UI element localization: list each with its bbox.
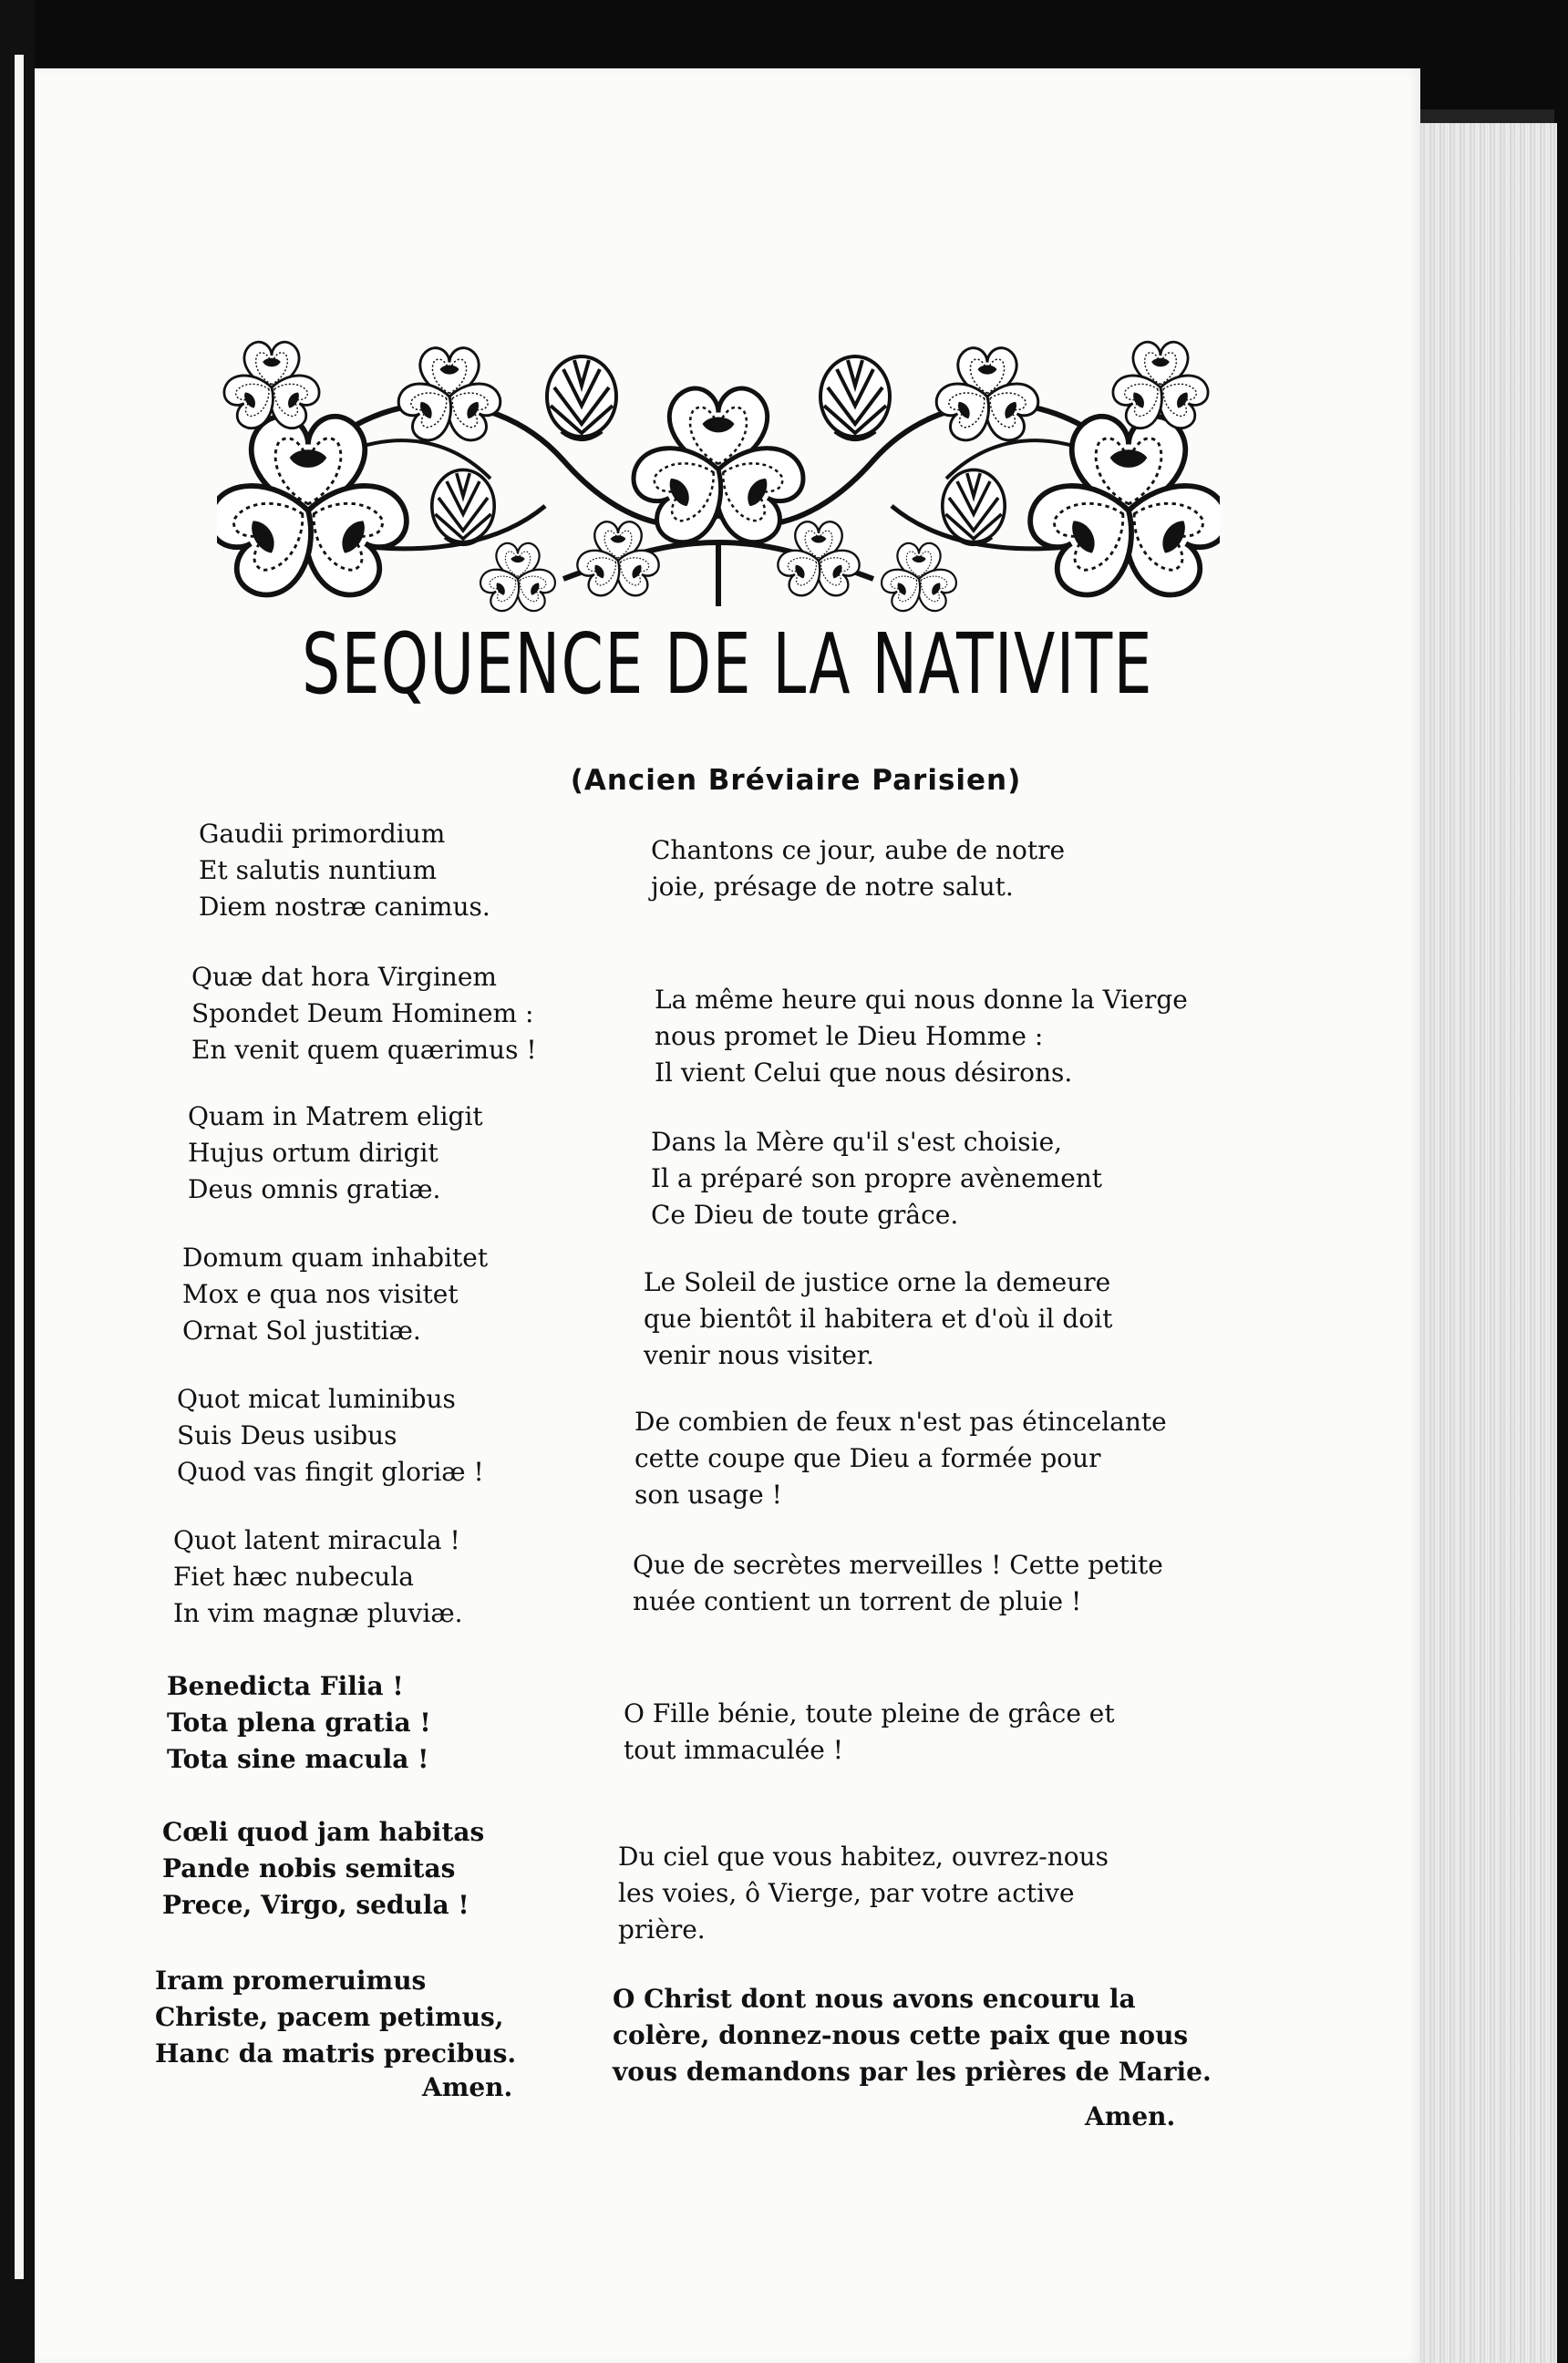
french-stanza: [618, 1839, 1109, 1948]
french-stanza: [651, 1124, 1102, 1233]
latin-line: In vim magnæ pluviæ.: [173, 1598, 463, 1628]
latin-line: Quot latent miracula !: [173, 1525, 460, 1555]
french-line: vous demandons par les prières de Marie.: [613, 2057, 1212, 2087]
french-line: les voies, ô Vierge, par votre active: [618, 1878, 1075, 1908]
latin-stanza: [167, 1668, 431, 1778]
latin-stanza: [188, 1099, 483, 1208]
french-line: nuée contient un torrent de pluie !: [633, 1586, 1082, 1616]
latin-line: Christe, pacem petimus,: [155, 2002, 504, 2032]
latin-amen: Amen.: [422, 2072, 513, 2102]
latin-line: Gaudii primordium: [199, 819, 446, 849]
page-title: SEQUENCE DE LA NATIVITE: [302, 615, 1153, 713]
latin-line: Prece, Virgo, sedula !: [162, 1890, 469, 1920]
latin-line: Tota sine macula !: [167, 1744, 429, 1774]
floral-ornament: [217, 324, 1220, 615]
latin-line: Cœli quod jam habitas: [162, 1817, 485, 1847]
french-line: nous promet le Dieu Homme :: [655, 1021, 1044, 1051]
latin-line: Fiet hæc nubecula: [173, 1562, 414, 1592]
french-line: cette coupe que Dieu a formée pour: [634, 1443, 1101, 1473]
french-line: que bientôt il habitera et d'où il doit: [644, 1304, 1113, 1334]
french-line: joie, présage de notre salut.: [651, 872, 1014, 902]
french-line: O Fille bénie, toute pleine de grâce et: [624, 1698, 1115, 1728]
latin-line: Spondet Deum Hominem :: [191, 998, 534, 1028]
latin-line: Hanc da matris precibus.: [155, 2038, 517, 2069]
latin-line: Diem nostræ canimus.: [199, 892, 490, 922]
french-line: O Christ dont nous avons encouru la: [613, 1984, 1136, 2014]
french-line: venir nous visiter.: [644, 1340, 874, 1370]
french-line: Chantons ce jour, aube de notre: [651, 835, 1066, 865]
french-line: De combien de feux n'est pas étincelante: [634, 1407, 1167, 1437]
page-stack-edges: [1404, 123, 1557, 2363]
latin-line: Deus omnis gratiæ.: [188, 1174, 441, 1204]
french-line: son usage !: [634, 1480, 782, 1510]
latin-line: Tota plena gratia !: [167, 1708, 431, 1738]
french-line: Il vient Celui que nous désirons.: [655, 1058, 1073, 1088]
french-stanza: [613, 1981, 1212, 2090]
latin-line: Hujus ortum dirigit: [188, 1138, 438, 1168]
book-page: [35, 68, 1420, 2363]
latin-line: Domum quam inhabitet: [182, 1243, 489, 1273]
previous-page-edge: [15, 55, 24, 2279]
latin-line: Mox e qua nos visitet: [182, 1279, 459, 1309]
french-stanza: [634, 1404, 1167, 1513]
latin-line: En venit quem quærimus !: [191, 1035, 537, 1065]
latin-line: Ornat Sol justitiæ.: [182, 1316, 421, 1346]
latin-line: Suis Deus usibus: [177, 1420, 397, 1450]
french-line: Dans la Mère qu'il s'est choisie,: [651, 1127, 1063, 1157]
french-amen: Amen.: [1085, 2101, 1176, 2131]
latin-stanza: [155, 1963, 516, 2072]
page-subtitle: (Ancien Bréviaire Parisien): [570, 764, 1022, 797]
french-line: Ce Dieu de toute grâce.: [651, 1200, 959, 1230]
french-line: colère, donnez-nous cette paix que nous: [613, 2020, 1189, 2050]
latin-line: Pande nobis semitas: [162, 1853, 456, 1883]
latin-stanza: [173, 1522, 463, 1632]
french-stanza: [624, 1696, 1115, 1769]
latin-line: Quod vas fingit gloriæ !: [177, 1457, 484, 1487]
latin-stanza: [182, 1240, 488, 1349]
french-line: Du ciel que vous habitez, ouvrez-nous: [618, 1842, 1109, 1872]
french-line: Il a préparé son propre avènement: [651, 1163, 1103, 1193]
latin-stanza: [177, 1381, 484, 1491]
french-line: prière.: [618, 1914, 706, 1945]
latin-line: Iram promeruimus: [155, 1966, 427, 1996]
latin-line: Et salutis nuntium: [199, 855, 438, 885]
latin-line: Quam in Matrem eligit: [188, 1101, 483, 1131]
latin-stanza: [199, 816, 490, 925]
french-stanza: [644, 1264, 1112, 1374]
french-line: Le Soleil de justice orne la demeure: [644, 1267, 1111, 1297]
french-line: La même heure qui nous donne la Vierge: [655, 985, 1188, 1015]
french-line: Que de secrètes merveilles ! Cette petite: [633, 1550, 1163, 1580]
latin-stanza: [191, 959, 537, 1068]
latin-stanza: [162, 1814, 484, 1924]
latin-line: Benedicta Filia !: [167, 1671, 404, 1701]
french-stanza: [651, 832, 1065, 905]
french-stanza: [655, 982, 1188, 1091]
latin-line: Quot micat luminibus: [177, 1384, 456, 1414]
french-line: tout immaculée !: [624, 1735, 844, 1765]
latin-line: Quæ dat hora Virginem: [191, 962, 497, 992]
french-stanza: [633, 1547, 1163, 1620]
